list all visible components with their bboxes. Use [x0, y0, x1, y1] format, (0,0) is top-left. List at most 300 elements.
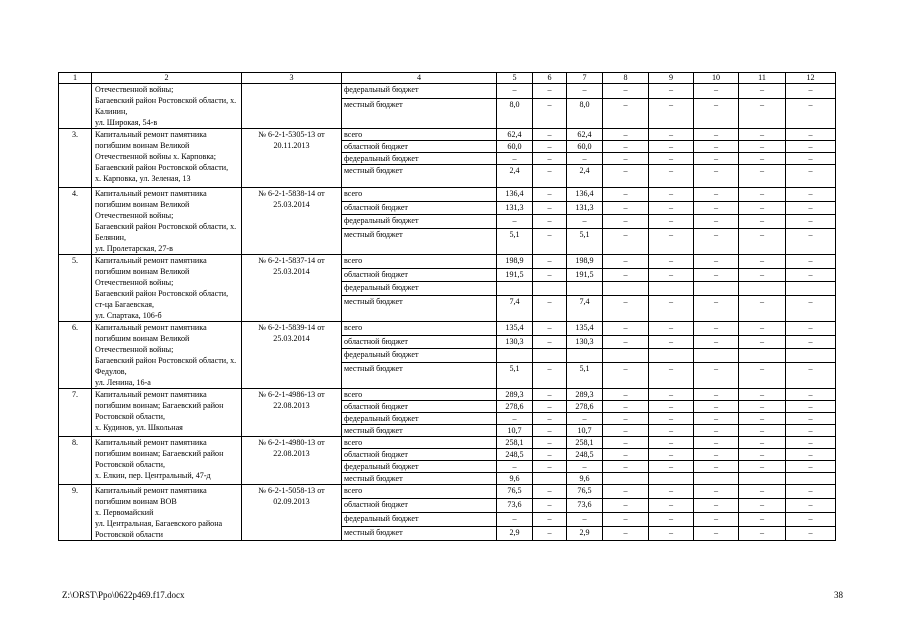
funding-source: федеральный бюджет [342, 413, 497, 425]
amount-cell: – [533, 389, 567, 401]
amount-cell: 2,4 [567, 165, 603, 188]
col-number: 12 [786, 73, 836, 84]
amount-cell: – [649, 84, 694, 99]
amount-cell: 135,4 [497, 322, 533, 336]
item-document: № 6-2-1-5838-14 от 25.03.2014 [242, 188, 342, 255]
amount-cell: – [533, 99, 567, 129]
funding-source: всего [342, 437, 497, 449]
amount-cell: – [567, 153, 603, 165]
amount-cell: – [694, 413, 739, 425]
amount-cell: – [694, 362, 739, 388]
amount-cell: – [739, 201, 786, 215]
amount-cell: – [649, 461, 694, 473]
amount-cell: – [786, 485, 836, 499]
amount-cell: – [603, 527, 649, 541]
funding-source: местный бюджет [342, 165, 497, 188]
amount-cell: – [603, 228, 649, 254]
amount-cell [739, 473, 786, 485]
amount-cell [739, 349, 786, 363]
col-number: 10 [694, 73, 739, 84]
item-name: Отечественной войны; Багаевский район Ростовской области, х. Калинин, ул. Широкая, 54-в [92, 84, 242, 129]
amount-cell: – [694, 527, 739, 541]
amount-cell: – [739, 153, 786, 165]
amount-cell: – [603, 153, 649, 165]
amount-cell: – [603, 485, 649, 499]
amount-cell [649, 473, 694, 485]
amount-cell: – [649, 153, 694, 165]
amount-cell: – [739, 322, 786, 336]
amount-cell: – [533, 188, 567, 202]
item-name: Капитальный ремонт памятника погибшим воинам Великой Отечественной войны; Багаевский район Ростовской области, х. Федулов, ул. Ленина, 16-а [92, 322, 242, 389]
funding-source: областной бюджет [342, 499, 497, 513]
table-row [59, 84, 836, 99]
amount-cell: 289,3 [497, 389, 533, 401]
amount-cell: – [533, 362, 567, 388]
amount-cell [649, 349, 694, 363]
funding-source: федеральный бюджет [342, 282, 497, 296]
amount-cell: – [739, 84, 786, 99]
amount-cell: – [694, 461, 739, 473]
amount-cell: – [786, 527, 836, 541]
funding-source: областной бюджет [342, 141, 497, 153]
amount-cell: – [603, 129, 649, 141]
amount-cell: 2,9 [567, 527, 603, 541]
amount-cell: – [603, 141, 649, 153]
amount-cell: – [533, 513, 567, 527]
amount-cell: – [497, 513, 533, 527]
amount-cell: – [603, 295, 649, 321]
amount-cell: – [694, 295, 739, 321]
col-number: 11 [739, 73, 786, 84]
funding-source: местный бюджет [342, 295, 497, 321]
amount-cell: – [497, 84, 533, 99]
amount-cell: – [786, 413, 836, 425]
amount-cell: – [739, 389, 786, 401]
item-document: № 6-2-1-5839-14 от 25.03.2014 [242, 322, 342, 389]
amount-cell: – [739, 437, 786, 449]
col-number: 6 [533, 73, 567, 84]
amount-cell: 8,0 [497, 99, 533, 129]
funding-source: местный бюджет [342, 362, 497, 388]
amount-cell: – [603, 215, 649, 229]
amount-cell: – [533, 268, 567, 282]
amount-cell: – [603, 188, 649, 202]
amount-cell: – [497, 215, 533, 229]
funding-source: местный бюджет [342, 99, 497, 129]
amount-cell: – [739, 485, 786, 499]
funding-source: всего [342, 389, 497, 401]
amount-cell: 191,5 [567, 268, 603, 282]
amount-cell [497, 349, 533, 363]
amount-cell: – [649, 362, 694, 388]
col-number: 7 [567, 73, 603, 84]
funding-source: областной бюджет [342, 201, 497, 215]
amount-cell [739, 282, 786, 296]
amount-cell: 60,0 [497, 141, 533, 153]
funding-source: всего [342, 188, 497, 202]
amount-cell: – [786, 153, 836, 165]
amount-cell: 5,1 [497, 228, 533, 254]
funding-source: областной бюджет [342, 401, 497, 413]
funding-source: федеральный бюджет [342, 215, 497, 229]
amount-cell: – [739, 165, 786, 188]
amount-cell: – [603, 425, 649, 437]
amount-cell: – [694, 513, 739, 527]
item-document: № 6-2-1-4980-13 от 22.08.2013 [242, 437, 342, 485]
amount-cell: – [694, 84, 739, 99]
amount-cell: – [694, 268, 739, 282]
amount-cell: – [649, 527, 694, 541]
amount-cell: – [694, 389, 739, 401]
amount-cell: – [649, 322, 694, 336]
amount-cell: – [694, 255, 739, 269]
amount-cell: – [649, 188, 694, 202]
amount-cell: – [694, 153, 739, 165]
amount-cell [567, 349, 603, 363]
amount-cell: – [603, 499, 649, 513]
amount-cell: – [649, 215, 694, 229]
amount-cell: 76,5 [497, 485, 533, 499]
amount-cell: – [533, 153, 567, 165]
amount-cell: – [603, 322, 649, 336]
amount-cell: – [739, 268, 786, 282]
amount-cell: – [786, 141, 836, 153]
amount-cell [497, 282, 533, 296]
amount-cell: – [567, 461, 603, 473]
item-number [59, 84, 92, 129]
amount-cell: – [739, 295, 786, 321]
amount-cell: 198,9 [567, 255, 603, 269]
amount-cell: – [533, 401, 567, 413]
amount-cell: 289,3 [567, 389, 603, 401]
amount-cell [603, 349, 649, 363]
amount-cell: – [533, 322, 567, 336]
amount-cell: 62,4 [567, 129, 603, 141]
amount-cell: 10,7 [567, 425, 603, 437]
item-name: Капитальный ремонт памятника погибшим воинам; Багаевский район Ростовской области, х. Елкин, пер. Центральный, 47-д [92, 437, 242, 485]
amount-cell [567, 282, 603, 296]
amount-cell [786, 282, 836, 296]
amount-cell: – [694, 228, 739, 254]
item-number: 8. [59, 437, 92, 485]
amount-cell: 7,4 [567, 295, 603, 321]
amount-cell [694, 282, 739, 296]
item-document: № 6-2-1-4986-13 от 22.08.2013 [242, 389, 342, 437]
amount-cell: – [603, 449, 649, 461]
amount-cell: – [567, 413, 603, 425]
amount-cell: – [533, 461, 567, 473]
amount-cell: 278,6 [497, 401, 533, 413]
amount-cell: – [694, 401, 739, 413]
amount-cell: – [649, 413, 694, 425]
amount-cell: – [533, 335, 567, 349]
amount-cell: – [649, 335, 694, 349]
amount-cell: 2,9 [497, 527, 533, 541]
amount-cell: – [739, 215, 786, 229]
amount-cell: – [694, 188, 739, 202]
amount-cell: 135,4 [567, 322, 603, 336]
amount-cell: – [649, 449, 694, 461]
amount-cell: – [533, 165, 567, 188]
amount-cell: – [649, 165, 694, 188]
amount-cell: – [649, 499, 694, 513]
amount-cell: 136,4 [497, 188, 533, 202]
amount-cell: 5,1 [567, 362, 603, 388]
amount-cell: – [694, 141, 739, 153]
amount-cell: – [603, 255, 649, 269]
amount-cell: – [786, 129, 836, 141]
funding-source: федеральный бюджет [342, 513, 497, 527]
amount-cell: – [739, 449, 786, 461]
amount-cell: – [497, 153, 533, 165]
amount-cell: – [786, 322, 836, 336]
amount-cell: – [786, 201, 836, 215]
amount-cell: 5,1 [567, 228, 603, 254]
amount-cell: – [694, 322, 739, 336]
amount-cell [786, 473, 836, 485]
amount-cell: – [694, 165, 739, 188]
col-number: 4 [342, 73, 497, 84]
col-number: 1 [59, 73, 92, 84]
amount-cell: – [533, 499, 567, 513]
amount-cell: – [649, 389, 694, 401]
amount-cell: 2,4 [497, 165, 533, 188]
amount-cell: – [533, 527, 567, 541]
amount-cell: 8,0 [567, 99, 603, 129]
table-row [59, 437, 836, 449]
amount-cell: – [497, 413, 533, 425]
amount-cell: 130,3 [567, 335, 603, 349]
amount-cell: – [533, 84, 567, 99]
funding-source: всего [342, 129, 497, 141]
item-name: Капитальный ремонт памятника погибшим воинам Великой Отечественной войны х. Карповка; Багаевский район Ростовской области, х. Карповка, ул. Зеленая, 13 [92, 129, 242, 188]
funding-source: федеральный бюджет [342, 84, 497, 99]
amount-cell: – [694, 437, 739, 449]
amount-cell: – [739, 413, 786, 425]
amount-cell: – [533, 228, 567, 254]
funding-source: местный бюджет [342, 425, 497, 437]
amount-cell: – [786, 99, 836, 129]
amount-cell: – [497, 461, 533, 473]
amount-cell: – [603, 401, 649, 413]
amount-cell: 76,5 [567, 485, 603, 499]
amount-cell: – [786, 425, 836, 437]
amount-cell: – [533, 129, 567, 141]
amount-cell: 198,9 [497, 255, 533, 269]
amount-cell: – [649, 425, 694, 437]
amount-cell: – [533, 449, 567, 461]
amount-cell [694, 349, 739, 363]
amount-cell: – [786, 389, 836, 401]
amount-cell: – [694, 449, 739, 461]
funding-source: всего [342, 485, 497, 499]
amount-cell: – [649, 485, 694, 499]
amount-cell [603, 282, 649, 296]
table-row [59, 485, 836, 499]
amount-cell: – [739, 362, 786, 388]
table-row [59, 129, 836, 141]
item-name: Капитальный ремонт памятника погибшим воинам Великой Отечественной войны; Багаевский район Ростовской области, ст-ца Багаевская, ул. Спартака, 106-б [92, 255, 242, 322]
amount-cell: – [649, 268, 694, 282]
amount-cell: – [694, 335, 739, 349]
amount-cell: – [786, 165, 836, 188]
amount-cell: – [786, 335, 836, 349]
amount-cell: – [533, 255, 567, 269]
amount-cell: 248,5 [497, 449, 533, 461]
col-number: 5 [497, 73, 533, 84]
amount-cell: 258,1 [567, 437, 603, 449]
amount-cell: – [603, 335, 649, 349]
item-number: 5. [59, 255, 92, 322]
amount-cell: – [603, 513, 649, 527]
amount-cell: – [694, 129, 739, 141]
amount-cell: – [786, 188, 836, 202]
amount-cell: – [649, 513, 694, 527]
amount-cell: – [739, 425, 786, 437]
amount-cell: – [786, 295, 836, 321]
amount-cell: 191,5 [497, 268, 533, 282]
amount-cell: 62,4 [497, 129, 533, 141]
amount-cell: – [567, 513, 603, 527]
funding-source: областной бюджет [342, 449, 497, 461]
item-number: 9. [59, 485, 92, 541]
amount-cell: – [786, 215, 836, 229]
amount-cell: – [603, 461, 649, 473]
amount-cell: – [533, 413, 567, 425]
amount-cell: 131,3 [567, 201, 603, 215]
col-number: 2 [92, 73, 242, 84]
item-document: № 6-2-1-5305-13 от 20.11.2013 [242, 129, 342, 188]
amount-cell: – [649, 255, 694, 269]
amount-cell: – [649, 401, 694, 413]
amount-cell: – [786, 401, 836, 413]
amount-cell: – [786, 499, 836, 513]
amount-cell: – [786, 461, 836, 473]
amount-cell: – [533, 215, 567, 229]
amount-cell: – [533, 141, 567, 153]
amount-cell: – [694, 485, 739, 499]
amount-cell: – [739, 255, 786, 269]
column-number-row [59, 73, 836, 84]
amount-cell [533, 473, 567, 485]
amount-cell: – [739, 228, 786, 254]
amount-cell: – [649, 437, 694, 449]
item-name: Капитальный ремонт памятника погибшим воинам Великой Отечественной войны; Багаевский район Ростовской области, х. Белянин, ул. Пролетарская, 27-в [92, 188, 242, 255]
amount-cell: – [739, 461, 786, 473]
amount-cell: – [603, 389, 649, 401]
amount-cell: – [786, 268, 836, 282]
footer-page-number: 38 [834, 590, 843, 600]
amount-cell: 7,4 [497, 295, 533, 321]
amount-cell: – [739, 499, 786, 513]
amount-cell: – [786, 84, 836, 99]
amount-cell: – [649, 201, 694, 215]
funding-source: местный бюджет [342, 228, 497, 254]
amount-cell: 248,5 [567, 449, 603, 461]
amount-cell: – [567, 84, 603, 99]
amount-cell: 73,6 [567, 499, 603, 513]
amount-cell: – [649, 228, 694, 254]
funding-source: всего [342, 255, 497, 269]
amount-cell: – [786, 228, 836, 254]
amount-cell: – [533, 295, 567, 321]
amount-cell: – [694, 499, 739, 513]
amount-cell: – [533, 201, 567, 215]
amount-cell: – [649, 141, 694, 153]
amount-cell: – [603, 201, 649, 215]
item-number: 3. [59, 129, 92, 188]
amount-cell: – [694, 201, 739, 215]
amount-cell: – [603, 437, 649, 449]
amount-cell: – [533, 485, 567, 499]
amount-cell: – [739, 513, 786, 527]
col-number: 8 [603, 73, 649, 84]
col-number: 3 [242, 73, 342, 84]
table-row [59, 188, 836, 202]
amount-cell: 60,0 [567, 141, 603, 153]
item-number: 6. [59, 322, 92, 389]
amount-cell: – [786, 255, 836, 269]
amount-cell [533, 282, 567, 296]
item-document [242, 84, 342, 129]
amount-cell: – [603, 165, 649, 188]
amount-cell: 73,6 [497, 499, 533, 513]
amount-cell: 278,6 [567, 401, 603, 413]
budget-table [58, 72, 836, 541]
funding-source: федеральный бюджет [342, 153, 497, 165]
funding-source: федеральный бюджет [342, 349, 497, 363]
table-row [59, 255, 836, 269]
amount-cell: – [739, 527, 786, 541]
amount-cell: 136,4 [567, 188, 603, 202]
table-row [59, 389, 836, 401]
amount-cell: – [786, 513, 836, 527]
amount-cell: – [603, 268, 649, 282]
funding-source: всего [342, 322, 497, 336]
amount-cell [649, 282, 694, 296]
item-document: № 6-2-1-5058-13 от 02.09.2013 [242, 485, 342, 541]
funding-source: местный бюджет [342, 527, 497, 541]
table-body [59, 73, 836, 541]
item-number: 4. [59, 188, 92, 255]
amount-cell: – [739, 401, 786, 413]
amount-cell [603, 473, 649, 485]
table-row [59, 322, 836, 336]
item-number: 7. [59, 389, 92, 437]
amount-cell: – [603, 362, 649, 388]
amount-cell: 10,7 [497, 425, 533, 437]
amount-cell: – [649, 129, 694, 141]
amount-cell: – [567, 215, 603, 229]
amount-cell: – [694, 215, 739, 229]
amount-cell: – [603, 99, 649, 129]
item-name: Капитальный ремонт памятника погибшим воинам; Багаевский район Ростовской области, х. Кудинов, ул. Школьная [92, 389, 242, 437]
funding-source: областной бюджет [342, 335, 497, 349]
amount-cell: – [694, 425, 739, 437]
amount-cell: – [649, 99, 694, 129]
amount-cell: – [533, 437, 567, 449]
col-number: 9 [649, 73, 694, 84]
amount-cell [533, 349, 567, 363]
amount-cell: 131,3 [497, 201, 533, 215]
item-name: Капитальный ремонт памятника погибшим воинам ВОВ х. Первомайский ул. Центральная, Багаевского района Ростовской области [92, 485, 242, 541]
footer-file-path: Z:\ORST\Ppo\0622p469.f17.docx [62, 590, 185, 600]
amount-cell: – [739, 141, 786, 153]
amount-cell: – [739, 335, 786, 349]
amount-cell: 130,3 [497, 335, 533, 349]
amount-cell [694, 473, 739, 485]
amount-cell: – [739, 129, 786, 141]
